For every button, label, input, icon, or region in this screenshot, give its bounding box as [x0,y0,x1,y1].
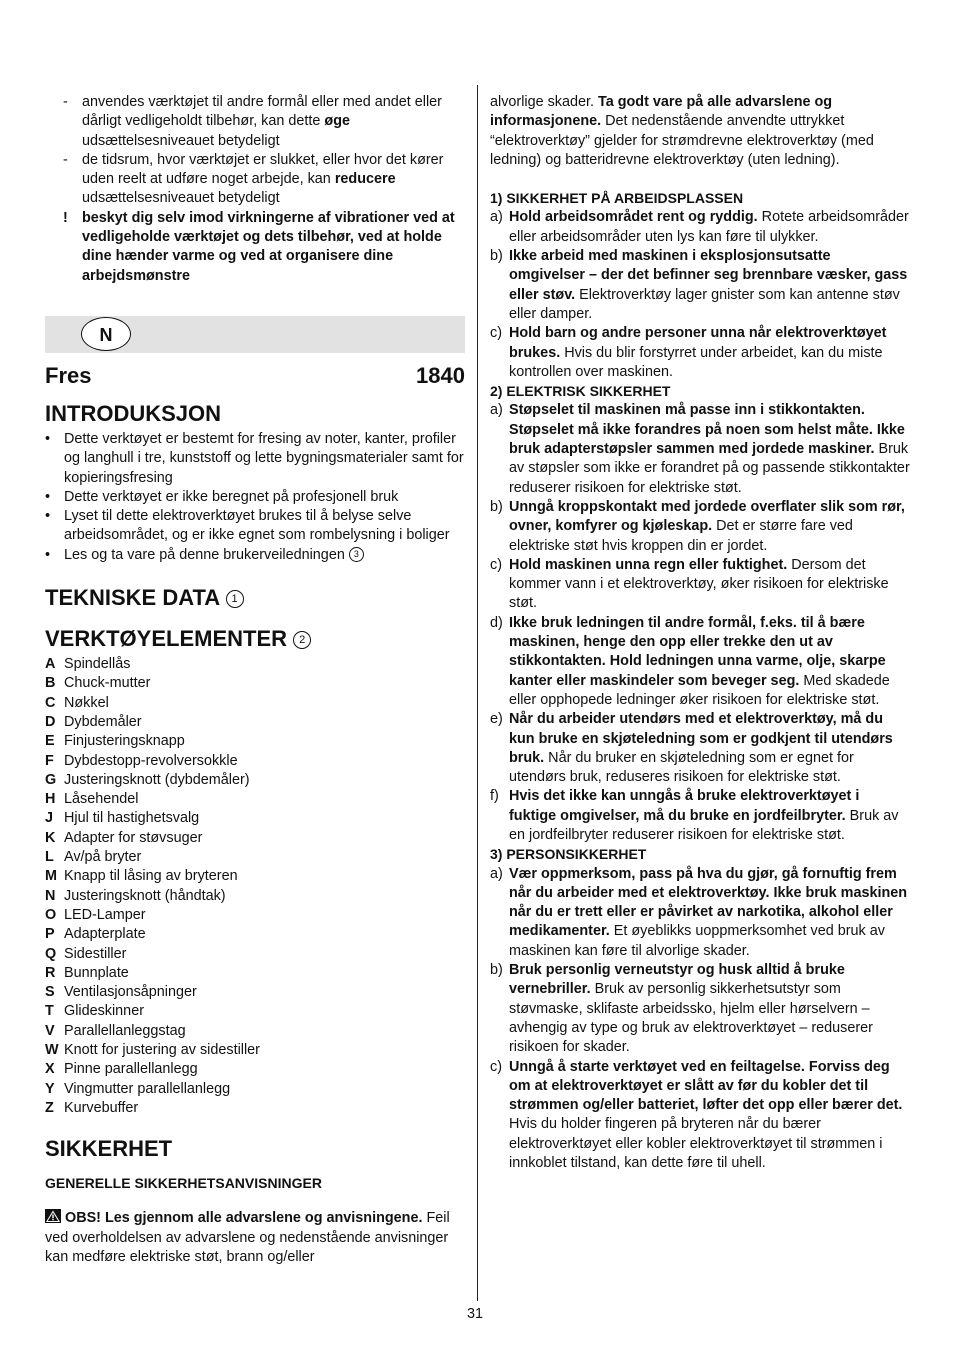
element-key: O [45,906,57,923]
safety-item-text [509,556,910,614]
element-item [45,713,465,732]
safety-item [490,247,910,324]
safety-item-body: Hvis du holder fingeren på bryteren når du bærer elektroverktøyet eller kobler elektroverktøyet til strømmen i innkoblet tilstand, kan dette føre til uhell. [509,1116,883,1172]
bold-text: reducere [334,171,396,188]
element-item [45,771,465,790]
element-item [45,655,465,674]
bullet-icon: • [45,546,51,563]
product-number: 1840 [416,362,465,388]
dash-item-text [82,209,465,286]
item-key: a) [490,402,503,419]
text-span: udsættelsesniveauet betydeligt [82,132,280,149]
element-label: Kurvebuffer [64,1099,139,1116]
element-item [45,829,465,848]
safety-item-body: Bruk av en jordfeilbryter reduserer risikoen for elektriske støt. [509,807,899,843]
element-key: K [45,829,56,846]
element-item [45,732,465,751]
element-key: M [45,868,57,885]
element-item [45,906,465,925]
safety-item [490,614,910,710]
element-key: A [45,656,56,673]
safety-item-text [509,498,910,556]
safety-item-body: Det er større fare ved elektriske støt hvis kroppen din er jordet. [509,518,853,554]
element-item [45,964,465,983]
safety-subheading: GENERELLE SIKKERHETSANVISNINGER [45,1175,322,1192]
intro-heading: INTRODUKSJON [45,400,222,426]
element-label: Dybdestopp-revolversokkle [64,752,238,769]
safety-item-bold: Hold arbeidsområdet rent og ryddig. [509,209,758,226]
text-span: alvorlige skader. [490,94,598,110]
safety-item-body: Bruk av personlig sikkerhetsutstyr som støvmaske, sklifaste arbeidssko, hjelm eller hørselvern – avhengig av type og bruk av elektroverktøyet – reduserer risikoen for skader. [509,981,873,1056]
item-key: d) [490,614,503,631]
safety-item-text [509,401,910,497]
list-marker: - [63,151,68,168]
intro-bullet [45,546,465,565]
text-span: anvendes værktøjet til andre formål eller med andet eller dårligt vedligeholdt tilbehør, kan dette [82,94,442,130]
item-key: a) [490,209,503,226]
element-key: E [45,733,55,750]
element-item [45,790,465,809]
dash-item [45,93,465,151]
intro-list [45,430,465,565]
product-title-row [45,363,465,389]
element-item [45,1022,465,1041]
warning-text: Feil ved overholdelsen av advarslene og nedenstående anvisninger kan medføre elektriske støt, brann og/eller [45,1210,450,1266]
safety-item [490,324,910,382]
safety-item-text [509,865,910,961]
safety-item-body: Elektroverktøy lager gnister som kan antenne støv eller damper. [509,286,900,322]
element-key: Q [45,945,57,962]
safety-item-text [509,324,910,382]
element-label: Knott for justering av sidestiller [64,1041,260,1058]
safety-item-body: Hvis du blir forstyrret under arbeidet, kan du miste kontrollen over maskinen. [509,344,883,380]
intro-bullet-text: Dette verktøyet er bestemt for fresing av noter, kanter, profiler og langhull i tre, kunststoff og lette bygningsmaterialer samt for kopieringsfresing [64,430,464,486]
safety-item-text [509,208,910,247]
element-label: Knapp til låsing av bryteren [64,868,238,885]
left-column [45,93,465,1267]
element-item [45,694,465,713]
element-label: Ventilasjonsåpninger [64,984,197,1001]
bold-text: øge [324,113,350,130]
element-item [45,752,465,771]
tech-heading-text: TEKNISKE DATA [45,585,220,611]
safety-item-bold: Ikke arbeid med maskinen i eksplosjonsutsatte omgivelser – der det befinner seg brennbare væsker, gass eller støv. [509,248,908,303]
safety-item-bold: Unngå kroppskontakt med jordede overflater slik som rør, ovner, komfyrer og kjøleskap. [509,498,905,535]
element-key: S [45,984,55,1001]
elements-heading [45,626,465,652]
dash-item-text [82,151,465,209]
element-label: Glideskinner [64,1003,144,1020]
safety-sections [490,189,910,1173]
element-key: D [45,713,56,730]
safety-item-bold: Ikke bruk ledningen til andre formål, f.eks. til å bære maskinen, henge den opp eller trekke den ut av stikkontakten. Hold ledningen unna varme, olje, skarpe kanter eller maskindeler som beveger seg. [509,614,886,689]
element-item [45,848,465,867]
element-item [45,1041,465,1060]
element-item [45,1080,465,1099]
safety-item-text [509,1058,910,1174]
intro-bullet-text: Lyset til dette elektroverktøyet brukes til å belyse selve arbeidsområdet, og er ikke egnet som rombelysning i boliger [64,508,450,544]
figure-ref-3: 3 [349,547,364,562]
element-key: V [45,1022,55,1039]
element-key: C [45,694,56,711]
safety-item-body: Rotete arbeidsområder eller arbeidsområder uten lys kan føre til ulykker. [509,209,909,245]
element-label: Finjusteringsknapp [64,733,185,750]
safety-heading: SIKKERHET [45,1136,173,1162]
element-key: P [45,926,55,943]
element-key: Y [45,1080,55,1097]
intro-bullet [45,488,465,507]
safety-item [490,498,910,556]
element-label: Bunnplate [64,964,129,981]
element-label: Sidestiller [64,945,127,962]
element-label: Adapter for støvsuger [64,829,203,846]
product-name: Fres [45,362,92,388]
element-label: Justeringsknott (håndtak) [64,887,226,904]
column-divider [477,85,478,1301]
element-label: Nøkkel [64,694,109,711]
safety-item [490,401,910,497]
safety-item-text [509,614,910,710]
safety-item-body: Med skadede eller opphopede ledninger øker risikoen for elektriske støt. [509,672,890,708]
safety-item-bold: Vær oppmerksom, pass på hva du gjør, gå fornuftig frem når du arbeider med et elektroverktøy. Ikke bruk maskinen når du er trett eller er påvirket av narkotika, alkohol eller medikamenter. [509,865,908,940]
element-key: G [45,771,57,788]
text-span: Det nedenstående anvendte uttrykket “elektroverktøy” gjelder for strømdrevne elektroverktøy (med ledning) og batteridrevne elektroverktøy (uten ledning). [490,113,874,168]
element-key: L [45,849,54,866]
element-label: Hjul til hastighetsvalg [64,810,200,827]
element-key: N [45,887,56,904]
bold-text: Ta godt vare på alle advarslene og informasjonene. [490,94,833,130]
item-key: b) [490,248,503,265]
element-item [45,925,465,944]
text-span: de tidsrum, hvor værktøjet er slukket, eller hvor det kører uden reelt at udføre noget arbejde, kan [82,151,444,188]
safety-item-body: Når du bruker en skjøteledning som er egnet for utendørs bruk, reduseres risikoen for elektriske støt. [509,749,854,786]
safety-item-body: Bruk av støpsler som ikke er forandret på og passende stikkontakter reduserer risikoen for elektriske støt. [509,441,910,496]
safety-item-bold: Hold maskinen unna regn eller fuktighet. [509,556,788,573]
text-span: udsættelsesniveauet betydeligt [82,190,280,207]
element-label: Av/på bryter [64,849,142,866]
language-badge: N [81,317,131,351]
element-item [45,674,465,693]
item-key: a) [490,865,503,882]
safety-item [490,556,910,614]
element-item [45,945,465,964]
bullet-icon: • [45,508,51,525]
warning-paragraph [45,1209,465,1267]
element-item [45,1002,465,1021]
element-label: Pinne parallellanlegg [64,1061,198,1078]
item-key: b) [490,962,503,979]
element-key: R [45,964,56,981]
right-column [490,93,910,1173]
element-label: Justeringsknott (dybdemåler) [64,771,250,788]
element-key: X [45,1061,55,1078]
bold-text: beskyt dig selv imod virkningerne af vibrationer ved at vedligeholde værktøjet og dets tilbehør, ved at holde dine hænder varme og ved at organisere dine arbejdsmønstre [82,209,455,284]
safety-item [490,787,910,845]
safety-item-text [509,961,910,1057]
bullet-icon: • [45,488,51,505]
safety-item [490,208,910,247]
dash-item-text [82,93,465,151]
item-key: c) [490,1058,502,1075]
elements-heading-text: VERKTØYELEMENTER [45,626,288,652]
item-key: e) [490,711,503,728]
element-key: W [45,1041,59,1058]
element-label: Adapterplate [64,926,146,943]
dash-item [45,151,465,209]
elements-list [45,655,465,1118]
intro-bullet-text: Les og ta vare på denne brukerveiledningen 3 [64,546,465,565]
section-heading: 3) PERSONSIKKERHET [490,846,647,863]
element-label: Låsehendel [64,791,139,808]
item-key: c) [490,556,502,573]
element-label: LED-Lamper [64,906,146,923]
safety-item-bold: Unngå å starte verktøyet ved en feiltagelse. Forviss deg om at elektroverktøyet er slått av før du kobler det til strømmen og/eller batteriet, løfter det opp eller bærer det. [509,1058,903,1114]
item-key: c) [490,325,502,342]
figure-ref-1: 1 [226,590,244,608]
page-number: 31 [467,1306,484,1322]
element-key: T [45,1003,54,1020]
tech-heading [45,585,465,611]
element-label: Vingmutter parallellanlegg [64,1080,231,1097]
element-item [45,867,465,886]
dash-item [45,209,465,286]
element-item [45,887,465,906]
safety-item-text [509,787,910,845]
safety-item-text [509,710,910,787]
intro-bullet [45,430,465,488]
safety-item-bold: Når du arbeider utendørs med et elektroverktøy, må du kun bruke en skjøteledning som er godkjent til utendørs bruk. [509,711,893,766]
element-label: Dybdemåler [64,713,142,730]
safety-item-bold: Bruk personlig verneutstyr og husk alltid å bruke vernebriller. [509,962,845,998]
element-key: H [45,791,56,808]
warning-bold: OBS! Les gjennom alle advarslene og anvisningene. [65,1210,423,1227]
element-label: Spindellås [64,656,131,673]
safety-item [490,1058,910,1174]
element-key: Z [45,1099,54,1116]
list-marker: ! [63,209,68,226]
element-label: Parallellanleggstag [64,1022,186,1039]
safety-item [490,961,910,1057]
element-key: B [45,675,56,692]
item-key: b) [490,498,503,515]
right-intro-paragraph [490,93,910,170]
safety-item-bold: Hvis det ikke kan unngås å bruke elektroverktøyet i fuktige omgivelser, må du bruke en jordfeilbryter. [509,788,860,824]
section-heading: 2) ELEKTRISK SIKKERHET [490,383,671,400]
element-item [45,809,465,828]
safety-item-bold: Hold barn og andre personer unna når elektroverktøyet brukes. [509,325,887,361]
item-key: f) [490,788,499,805]
list-marker: - [63,94,68,110]
safety-item-body: Et øyeblikks uoppmerksomhet ved bruk av maskinen kan føre til alvorlige skader. [509,923,885,959]
safety-item-bold: Støpselet til maskinen må passe inn i stikkontakten. Støpselet må ikke forandres på noen som helst måte. Ikke bruk adapterstøpsler sammen med jordede maskiner. [509,402,905,458]
element-key: F [45,752,54,769]
section-heading: 1) SIKKERHET PÅ ARBEIDSPLASSEN [490,190,744,207]
element-item [45,1060,465,1079]
bullet-icon: • [45,430,51,447]
element-item [45,1099,465,1118]
intro-bullet [45,507,465,546]
element-key: J [45,810,54,827]
language-bar [45,316,465,353]
vibration-list [45,93,465,286]
element-label: Chuck-mutter [64,675,151,692]
element-item [45,983,465,1002]
safety-item-text [509,247,910,324]
safety-item [490,865,910,961]
warning-triangle-icon [45,1209,61,1223]
safety-item [490,710,910,787]
safety-item-body: Dersom det kommer vann i et elektroverktøy, øker risikoen for elektriske støt. [509,556,889,612]
figure-ref-2: 2 [293,631,311,649]
intro-bullet-text: Dette verktøyet er ikke beregnet på profesjonell bruk [64,488,399,505]
